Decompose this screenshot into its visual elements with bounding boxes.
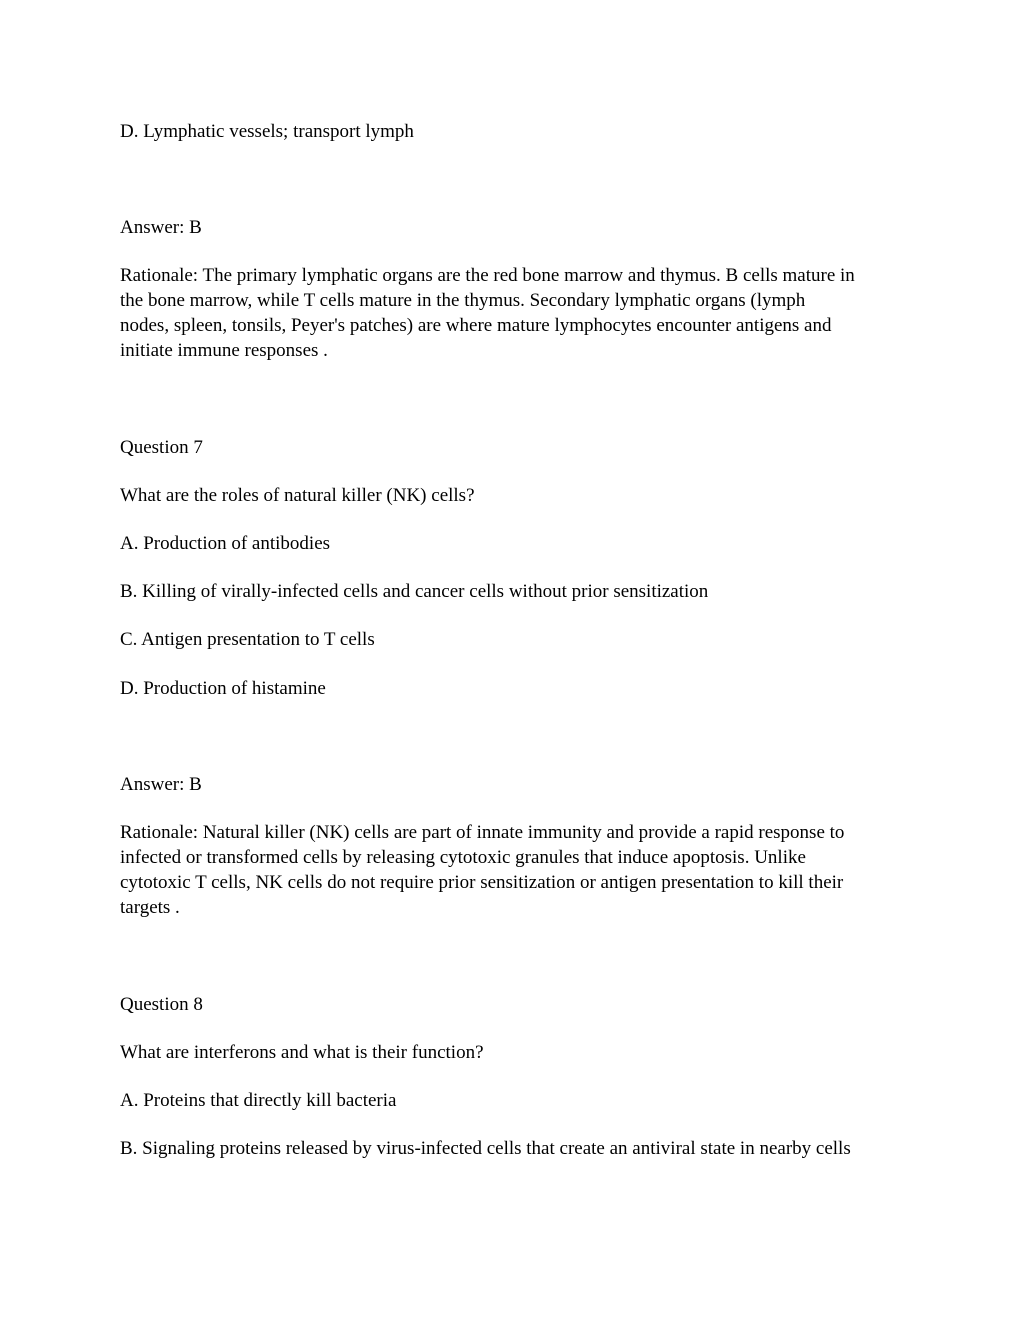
rationale-line: nodes, spleen, tonsils, Peyer's patches) are where mature lymphocytes encounter antigens and <box>120 315 832 336</box>
option-b: B. Signaling proteins released by virus-infected cells that create an antiviral state in nearby cells <box>120 1138 851 1159</box>
answer-label: Answer: B <box>120 774 202 795</box>
rationale-line: targets . <box>120 897 180 918</box>
option-a: A. Production of antibodies <box>120 533 331 554</box>
option-c: C. Antigen presentation to T cells <box>120 629 375 650</box>
answer-label: Answer: B <box>120 217 202 238</box>
rationale-paragraph <box>120 263 910 363</box>
question-prompt: What are the roles of natural killer (NK) cells? <box>120 485 475 506</box>
rationale-line: cytotoxic T cells, NK cells do not require prior sensitization or antigen presentation to kill their <box>120 872 844 893</box>
rationale-paragraph <box>120 820 910 920</box>
rationale-line: Rationale: Natural killer (NK) cells are part of innate immunity and provide a rapid response to <box>120 822 845 843</box>
option-b: B. Killing of virally-infected cells and cancer cells without prior sensitization <box>120 581 709 602</box>
rationale-line: initiate immune responses . <box>120 340 328 361</box>
rationale-line: Rationale: The primary lymphatic organs are the red bone marrow and thymus. B cells mature in <box>120 265 855 286</box>
question-heading: Question 8 <box>120 994 203 1015</box>
question-prompt: What are interferons and what is their function? <box>120 1042 484 1063</box>
option-d: D. Lymphatic vessels; transport lymph <box>120 121 414 142</box>
option-d: D. Production of histamine <box>120 678 326 699</box>
rationale-line: the bone marrow, while T cells mature in the thymus. Secondary lymphatic organs (lymph <box>120 290 806 311</box>
rationale-line: infected or transformed cells by releasing cytotoxic granules that induce apoptosis. Unlike <box>120 847 806 868</box>
question-heading: Question 7 <box>120 437 203 458</box>
option-a: A. Proteins that directly kill bacteria <box>120 1090 397 1111</box>
